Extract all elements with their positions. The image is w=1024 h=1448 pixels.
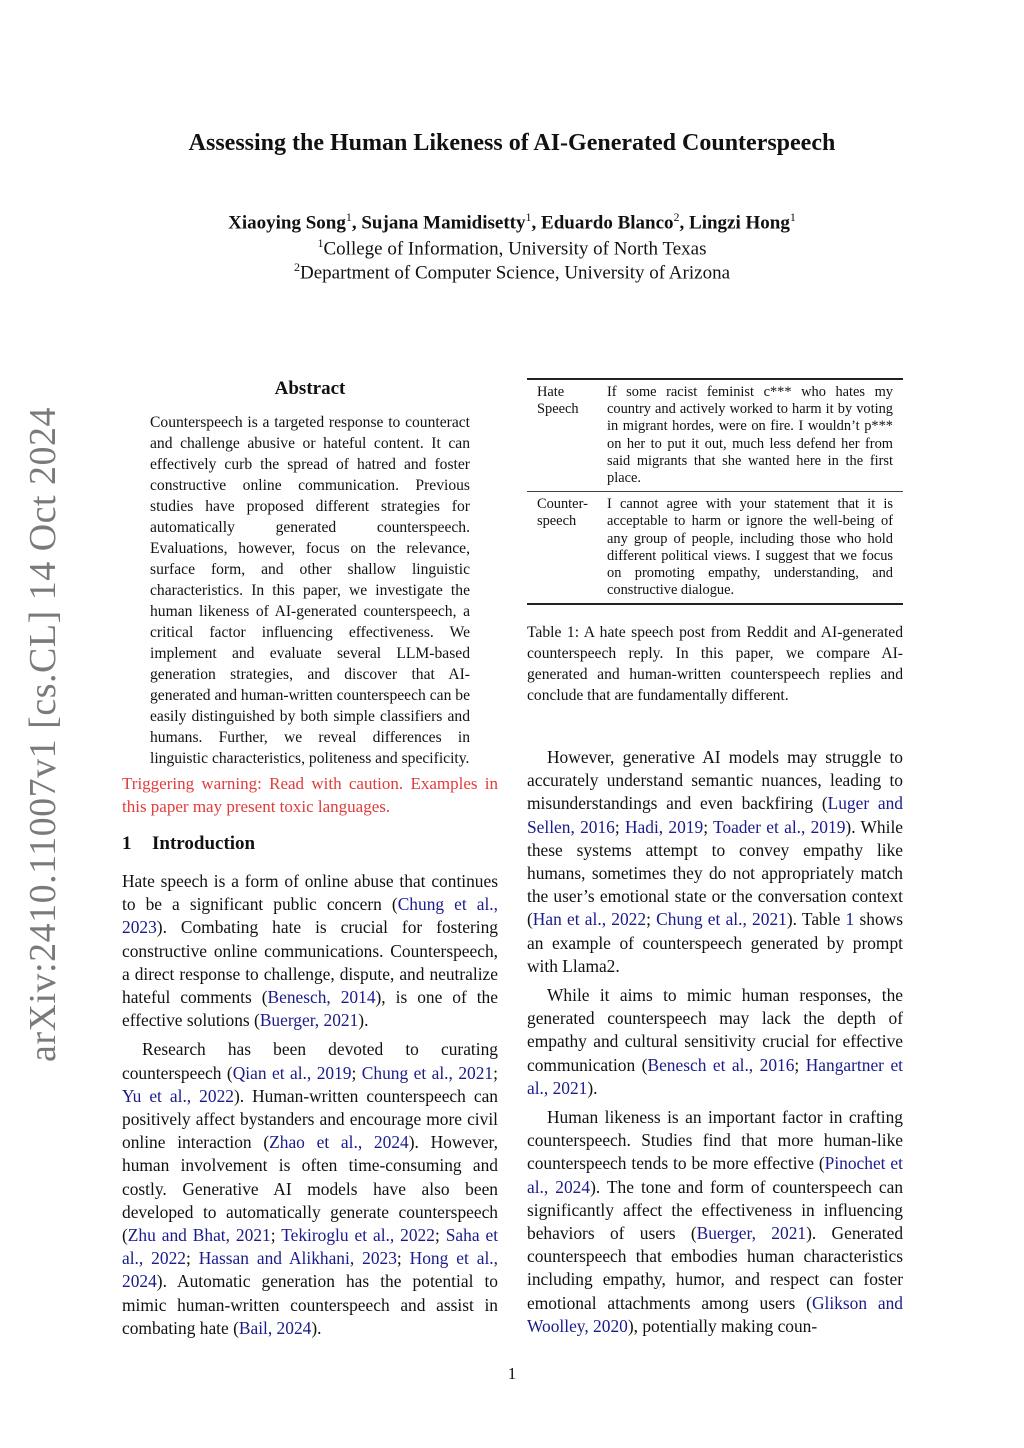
citation-link[interactable]: Han et al., 2022 bbox=[532, 909, 647, 930]
text-run: ; bbox=[493, 1062, 498, 1083]
text-run: ; bbox=[270, 1225, 282, 1246]
paper-title: Assessing the Human Likeness of AI-Generated Counterspeech bbox=[188, 130, 836, 156]
text-run: ). While these systems attempt to convey empathy like humans, sometimes they do not appropriately match the user’s emotional state or the conversation context ( bbox=[527, 816, 903, 930]
text-run: ). bbox=[311, 1317, 322, 1338]
citation-link[interactable]: Glikson and Woolley, 2020 bbox=[527, 1292, 903, 1336]
table-row-label: Counter-speech bbox=[537, 496, 588, 530]
affiliation-1 bbox=[0, 236, 1024, 260]
section-title: Introduction bbox=[152, 833, 256, 854]
author-name: Sujana Mamidisetty bbox=[361, 212, 526, 234]
text-run: However, generative AI models may struggle to accurately understand semantic nuances, leading to misunderstandings and even backfiring ( bbox=[527, 747, 903, 814]
paragraph bbox=[122, 1038, 498, 1340]
affiliation-text: Department of Computer Science, University of Arizona bbox=[299, 262, 730, 284]
text-run: Hate speech is a form of online abuse that continues to be a significant public concern ( bbox=[122, 871, 498, 915]
citation-link[interactable]: Luger and Sellen, 2016 bbox=[527, 793, 903, 837]
table-row bbox=[527, 380, 903, 491]
text-run: ). bbox=[358, 1010, 369, 1031]
text-run: ; bbox=[396, 1248, 410, 1269]
paragraph bbox=[527, 1106, 903, 1338]
text-run: ). Generated counterspeech that embodies human characteristics including empathy, humor, and respect can foster emotional attachments among users ( bbox=[527, 1223, 904, 1313]
citation-link[interactable]: Zhu and Bhat, 2021 bbox=[127, 1225, 271, 1246]
abstract-heading: Abstract bbox=[274, 378, 346, 399]
citation-link[interactable]: Toader et al., 2019 bbox=[712, 816, 846, 837]
citation-link[interactable]: Zhao et al., 2024 bbox=[269, 1132, 409, 1153]
text-run: ). Automatic generation has the potential to mimic human-written counterspeech and assist in combating hate ( bbox=[122, 1271, 498, 1338]
arxiv-identifier-stamp bbox=[24, 0, 62, 1062]
text-run: shows an example of counterspeech generated by prompt with Llama2. bbox=[527, 909, 903, 976]
citation-link[interactable]: Benesch et al., 2016 bbox=[647, 1054, 795, 1075]
citation-link[interactable]: Hadi, 2019 bbox=[624, 816, 704, 837]
abstract-text: Counterspeech is a targeted response to counteract and challenge abusive or hateful content. It can effectively curb the spread of hatred and foster constructive online communication. Previous studies have proposed different strategies for automatically generated counterspeech. Evaluations, however, focus on the relevance, surface form, and other shallow linguistic characteristics. In this paper, we investigate the human likeness of AI-generated counterspeech, a critical factor influencing effectiveness. We implement and evaluate several LLM-based generation strategies, and discover that AI-generated and human-written counterspeech can be easily distinguished by both simple classifiers and humans. Further, we reveal differences in linguistic characteristics, politeness and specificity. bbox=[150, 414, 470, 767]
author-name: Xiaoying Song bbox=[228, 212, 346, 234]
text-run: While it aims to mimic human responses, the generated counterspeech may lack the depth of empathy and cultural sensitivity crucial for effective communication ( bbox=[527, 985, 903, 1075]
text-run: ), is one of the effective solutions ( bbox=[122, 987, 498, 1031]
author-affiliation-mark: 1 bbox=[789, 210, 796, 224]
author-affiliation-mark: 1 bbox=[345, 210, 352, 224]
citation-link[interactable]: Saha et al., 2022 bbox=[122, 1225, 499, 1269]
example-table bbox=[527, 378, 903, 605]
author-name: Eduardo Blanco bbox=[541, 212, 674, 234]
author-affiliation-mark: 2 bbox=[673, 210, 680, 224]
citation-link[interactable]: Hangartner et al., 2021 bbox=[527, 1054, 903, 1098]
text-run: ). Table bbox=[786, 909, 846, 930]
affiliation-number: 1 bbox=[317, 236, 324, 250]
affiliation-2 bbox=[0, 260, 1024, 284]
citation-link[interactable]: Pinochet et al., 2024 bbox=[527, 1153, 903, 1197]
paragraph bbox=[527, 746, 903, 978]
citation-link[interactable]: Tekiroglu et al., 2022 bbox=[281, 1225, 435, 1246]
text-run: ; bbox=[703, 816, 713, 837]
affiliation-number: 2 bbox=[293, 260, 300, 274]
text-run: ). Human-written counterspeech can positively affect bystanders and encourage more civil online interaction ( bbox=[122, 1085, 498, 1153]
citation-link[interactable]: Yu et al., 2022 bbox=[122, 1085, 234, 1106]
table-row bbox=[527, 491, 903, 603]
paragraph bbox=[527, 984, 903, 1100]
citation-link[interactable]: Buerger, 2021 bbox=[696, 1223, 807, 1244]
table-caption: Table 1: A hate speech post from Reddit and AI-generated counterspeech reply. In this paper, we compare AI-generated and human-written counterspeech replies and conclude that are fundamentally different. bbox=[527, 624, 903, 704]
citation-link[interactable]: Benesch, 2014 bbox=[267, 987, 376, 1008]
text-run: ; bbox=[646, 909, 657, 930]
text-run: ; bbox=[185, 1248, 199, 1269]
arxiv-stamp-text: arXiv:2410.11007v1 [cs.CL] 14 Oct 2024 bbox=[22, 406, 64, 1062]
text-run: Human likeness is an important factor in crafting counterspeech. Studies find that more human-like counterspeech tends to be more effective ( bbox=[527, 1107, 903, 1174]
citation-link[interactable]: Hong et al., 2024 bbox=[122, 1248, 498, 1292]
citation-link[interactable]: Chung et al., 2023 bbox=[122, 894, 498, 938]
citation-link[interactable]: Qian et al., 2019 bbox=[232, 1062, 352, 1083]
text-run: ; bbox=[614, 816, 625, 837]
section-number: 1 bbox=[122, 833, 132, 854]
text-run: ). However, human involvement is often time-consuming and costly. Generative AI models have also been developed to automatically generate counterspeech ( bbox=[122, 1132, 498, 1246]
right-column-body bbox=[527, 746, 903, 1338]
text-run: ). Combating hate is crucial for fostering constructive online communications. Counterspeech, a direct response to challenge, dispute, and neutralize hateful comments ( bbox=[122, 917, 498, 1008]
paragraph bbox=[122, 870, 498, 1032]
text-run: ). The tone and form of counterspeech can significantly affect the effectiveness in influencing behaviors of users ( bbox=[527, 1176, 904, 1244]
text-run: ), potentially making coun- bbox=[627, 1315, 818, 1336]
text-run: ; bbox=[351, 1062, 362, 1083]
text-run: Research has been devoted to curating counterspeech ( bbox=[122, 1039, 498, 1083]
text-run: ; bbox=[434, 1225, 446, 1246]
author-affiliation-mark: 1 bbox=[525, 210, 532, 224]
author-list: Xiaoying Song$^1$, Sujana Mamidisetty$^1$, Eduardo Blanco$^2$, Lingzi Hong$^1$ bbox=[228, 210, 796, 234]
citation-link[interactable]: Buerger, 2021 bbox=[259, 1010, 359, 1031]
table-reference-link[interactable]: 1 bbox=[845, 909, 855, 930]
table-row-text: I cannot agree with your statement that it is acceptable to harm or ignore the well-being of any group of people, including those who hold different political views. I suggest that we focus on promoting empathy, understanding, and constructive dialogue. bbox=[607, 496, 893, 599]
citation-link[interactable]: Hassan and Alikhani, 2023 bbox=[198, 1248, 397, 1269]
author-name: Lingzi Hong bbox=[689, 212, 790, 234]
text-run: ; bbox=[794, 1054, 806, 1075]
page-number: 1 bbox=[507, 1364, 517, 1383]
table-row-label: Hate Speech bbox=[537, 384, 579, 418]
affiliation-text: College of Information, University of North Texas bbox=[323, 238, 707, 260]
citation-link[interactable]: Chung et al., 2021 bbox=[361, 1062, 494, 1083]
section-heading-introduction bbox=[122, 833, 255, 855]
trigger-warning: Triggering warning: Read with caution. Examples in this paper may present toxic languages. bbox=[122, 774, 498, 816]
citation-link[interactable]: Chung et al., 2021 bbox=[656, 909, 787, 930]
left-column-body bbox=[122, 870, 498, 1340]
text-run: ). bbox=[587, 1077, 598, 1098]
citation-link[interactable]: Bail, 2024 bbox=[238, 1317, 312, 1338]
table-row-text: If some racist feminist c*** who hates my country and actively worked to harm it by voting in migrant hordes, were on fire. I wouldn’t p*** on her to put it out, much less defend her from said migrants that she wanted here in the first place. bbox=[607, 384, 893, 487]
